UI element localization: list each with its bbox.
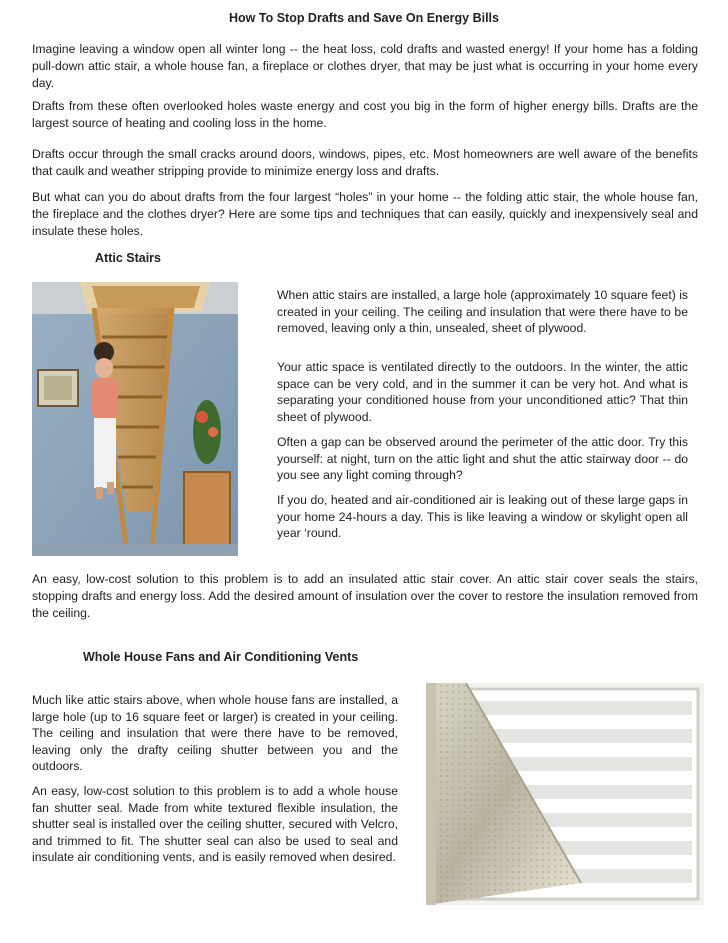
intro-paragraph-2: Drafts from these often overlooked holes waste energy and cost you big in the form of higher energy bills. Drafts are the largest source of heating and cooling loss in the home. — [32, 99, 698, 130]
attic-solution-paragraph: An easy, low-cost solution to this problem is to add an insulated attic stair cover. An attic stair cover seals the stairs, stopping drafts and energy loss. Add the desired amount of insulation over the cover to restore the insulation removed from the ceiling. — [32, 572, 698, 620]
shutter-seal-photo — [426, 683, 704, 905]
fans-paragraph-1: Much like attic stairs above, when whole house fans are installed, a large hole (up to 16 square feet or larger) is created in your ceiling. The ceiling and insulation that were there have to be removed, leaving only the drafty ceiling shutter between you and the outdoors. — [32, 693, 398, 773]
intro-paragraph-1: Imagine leaving a window open all winter long -- the heat loss, cold drafts and wasted energy! If your home has a folding pull-down attic stair, a whole house fan, a fireplace or clothes dryer, that may be just what is occurring in your home every day. — [32, 42, 698, 90]
fans-heading: Whole House Fans and Air Conditioning Vents — [83, 650, 359, 664]
attic-paragraph-1: When attic stairs are installed, a large hole (approximately 10 square feet) is created in your ceiling. The ceiling and insulation that were there have to be removed, leaving only a thin, unsealed, sheet of plywood. — [277, 288, 688, 335]
attic-paragraph-2: Your attic space is ventilated directly to the outdoors. In the winter, the attic space can be very cold, and in the summer it can be very hot. And what is separating your conditioned house from your unconditioned attic? That thin sheet of plywood. — [277, 360, 688, 424]
attic-stairs-photo — [32, 282, 238, 556]
intro-paragraph-3: Drafts occur through the small cracks around doors, windows, pipes, etc. Most homeowners are well aware of the benefits that caulk and weather stripping provide to minimize energy loss and drafts. — [32, 147, 698, 178]
attic-paragraph-4: If you do, heated and air-conditioned air is leaking out of these large gaps in your home 24-hours a day. This is like leaving a window or skylight open all year ‘round. — [277, 493, 688, 540]
attic-stairs-heading: Attic Stairs — [95, 251, 161, 265]
intro-paragraph-4: But what can you do about drafts from the four largest “holes” in your home -- the folding attic stair, the whole house fan, the fireplace and the clothes dryer? Here are some tips and techniques that can easily, quickly and inexpensively seal and insulate these holes. — [32, 190, 698, 238]
fans-paragraph-2: An easy, low-cost solution to this problem is to add a whole house fan shutter seal. Made from white textured flexible insulation, the shutter seal is installed over the ceiling shutter, secured with Velcro, and trimmed to fit. The shutter seal can also be used to seal and insulate air conditioning vents, and is easily removed when desired. — [32, 784, 398, 864]
attic-paragraph-3: Often a gap can be observed around the perimeter of the attic door. Try this yourself: at night, turn on the attic light and shut the attic stairway door -- do you see any light coming through? — [277, 435, 688, 482]
page-title: How To Stop Drafts and Save On Energy Bills — [229, 11, 499, 25]
